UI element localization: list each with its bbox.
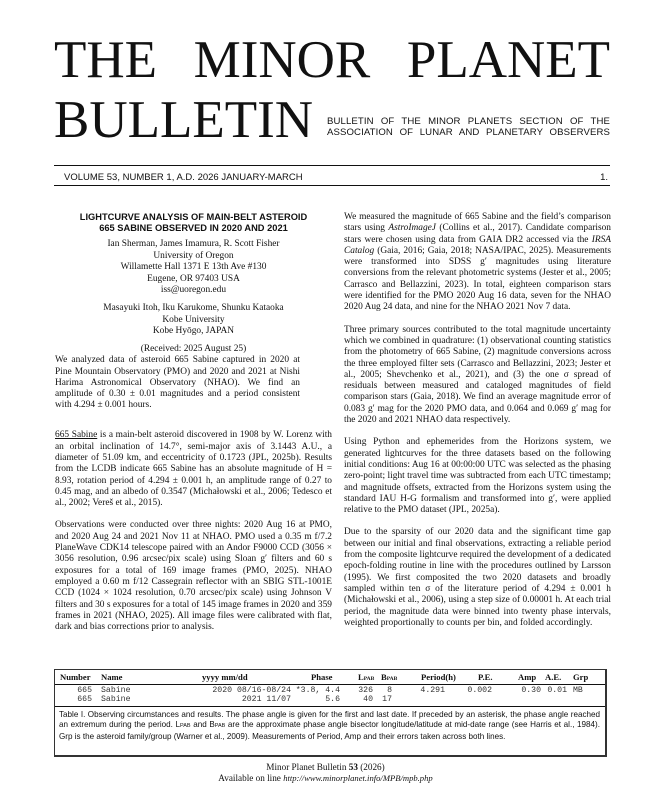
- cell-phase: *3.8, 4.4: [295, 686, 340, 695]
- received-date: (Received: 2025 August 25): [140, 343, 247, 354]
- software-name: AstroImageJ: [388, 223, 436, 234]
- col-pe: P.E.: [478, 672, 493, 682]
- paragraph-period-analysis: Due to the sparsity of our 2020 data and the significant time gap between our initial and final observations, extracting a reliable period from the composite lightcurve required the development of a dedicated epoch-folding routine in line with the procedures outlined by Larsson (1995). We first composited the two 2020 datasets and broadly sampled within ten σ of the literature period of 4.294 ± 0.001 h (Michałowski et al., 2006), using a step size of 0.00001 h. At each trial period, the magnitude data were binned into twenty phase intervals, weighted proportionally to counts per bin, and folded accordingly.: [344, 527, 611, 628]
- paragraph-observations: Observations were conducted over three nights: 2020 Aug 16 at PMO, and 2020 Aug 24 and 2021 Nov 11 at NHAO. PMO used a 0.35 m f/7.2 PlaneWave CDK14 telescope paired with an Andor F9000 CCD (3056 × 3056 resolution, 0.96 arcsec/pix scale) using Sloan g′ filters and 60 s exposures for a total of 169 image frames (PMO, 2025). NHAO employed a 0.60 m f/12 Cassegrain reflector with an SBIG STL-1001E CCD (1024 × 1024 resolution, 0.70 arcsec/pix scale) using Johnson V filters and 30 s exposures for a total of 145 image frames in 2020 and 359 frames in 2021 (NHAO, 2025). All image files were calibrated with flat, dark and bias corrections prior to analysis.: [55, 520, 332, 633]
- address-1a: Willamette Hall 1371 E 13th Ave #130: [120, 262, 267, 273]
- caption-subscript: PAB: [180, 723, 191, 730]
- paragraph-uncertainty: Three primary sources contributed to the total magnitude uncertainty which we combined in quadrature: (1) observational counting statistics from the photometry of 665 Sabine, (2) magnitude conversions across the three employed filter sets (Carrasco and Bellazzini, 2023; Jester et al., 2005; Shevchenko et al., 2021), and (3) the one σ spread of residuals between measured and cataloged magnitudes of field comparison stars (Gaia, 2018). We find an average magnitude error of 0.083 g′ mag for the 2020 PMO data, and 0.064 and 0.069 g′ mag for the 2020 and 2021 NHAO data respectively.: [344, 324, 611, 426]
- bpab-main: B: [381, 672, 387, 682]
- caption-subscript: PAB: [214, 723, 226, 730]
- col-name: Name: [101, 672, 123, 682]
- cell-lpab: 326: [358, 686, 373, 695]
- col-ae: A.E.: [545, 672, 562, 682]
- cell-bpab: 8: [387, 686, 392, 695]
- email-link[interactable]: iss@uoregon.edu: [160, 285, 227, 296]
- header-rule-bottom: [54, 185, 610, 186]
- catalog-name: IRSA Catalog: [344, 234, 611, 256]
- lpab-main: L: [358, 672, 364, 682]
- table-row: [55, 695, 605, 705]
- institution-2: Kobe University: [162, 314, 225, 325]
- cell-lpab: 40: [363, 695, 373, 704]
- left-column: [55, 212, 332, 633]
- masthead-word: THE: [54, 31, 158, 89]
- authors-2: Masayuki Itoh, Iku Karukome, Shunku Kataoka: [103, 302, 284, 313]
- footer-text: (2026): [357, 762, 385, 772]
- col-bpab: [381, 671, 397, 686]
- abstract: We analyzed data of asteroid 665 Sabine captured in 2020 at Pine Mountain Observatory (PMO) and 2020 and 2021 at Nishi Harima Astronomical Observatory (NHAO). We find an amplitude of 0.30 ± 0.01 magnitudes and a period consistent with 4.294 ± 0.001 hours.: [55, 355, 300, 411]
- paragraph-text: (Gaia, 2016; Gaia, 2018; NASA/IPAC, 2025). Measurements were transformed into SDSS g′ magnitudes using literature conversions from the relevant photometric systems (Jester et al., 2005; Carrasco and Bellazzini, 2023). In total, eighteen comparison stars were identified for the PMO 2020 Aug 16 data, seven for the NHAO 2020 Aug 24 data, and nine for the NHAO 2021 Nov 7 data.: [344, 245, 611, 313]
- caption-text: Table I. Observing circumstances and results. The phase angle is given for the first and last date. If preceded by an asterisk, the phase angle reached an extremum during the period. L: [59, 710, 600, 730]
- paragraph-text: is a main-belt asteroid discovered in 1908 by W. Lorenz with an orbital inclination of 14.7°, semi-major axis of 3.1443 A.U., a diameter of 51.09 km, and eccentricity of 0.1723 (JPL, 2025b). Results from the LCDB indicate 665 Sabine has an absolute magnitude of H = 8.93, rotation period of 4.294 ± 0.001 h, an amplitude range of 0.27 to 0.45 mag, and an albedo of 0.3547 (Michałowski et al., 2006; Tedesco et al., 2002; Vereš et al., 2015).: [55, 430, 332, 509]
- masthead-word: MINOR: [193, 31, 371, 89]
- footer-availability: [0, 772, 651, 784]
- cell-phase: 5.6: [325, 695, 340, 704]
- address-1b: Eugene, OR 97403 USA: [147, 273, 240, 284]
- cell-period: 4.291: [420, 686, 445, 695]
- header-rule-top: [54, 165, 610, 166]
- volume-text: VOLUME 53, NUMBER 1, A.D. 2026 JANUARY-MARCH: [64, 172, 303, 183]
- article-title: [55, 212, 332, 234]
- cell-grp: MB: [573, 686, 583, 695]
- paragraph-intro: [55, 430, 332, 509]
- col-period: Period(h): [421, 672, 456, 682]
- masthead-word: PLANET: [406, 31, 610, 89]
- footer-volume: 53: [348, 762, 358, 772]
- paragraph-text: (Collins et al., 2017). Candidate comparison stars were chosen using data from GAIA DR2 accessed via the: [344, 223, 611, 245]
- authors-1: Ian Sherman, James Imamura, R. Scott Fisher: [107, 239, 280, 249]
- cell-amp: 0.30: [521, 686, 541, 695]
- col-lpab: [358, 671, 374, 686]
- cell-ae: 0.01: [547, 686, 567, 695]
- sabine-link[interactable]: 665 Sabine: [55, 430, 98, 441]
- cell-date: 2020 08/16-08/24: [212, 686, 291, 695]
- cell-name: Sabine: [101, 686, 131, 695]
- col-phase: Phase: [311, 672, 333, 682]
- association-line: ASSOCIATION OF LUNAR AND PLANETARY OBSERVERS: [327, 127, 610, 138]
- col-number: Number: [60, 672, 91, 682]
- col-date: yyyy mm/dd: [202, 672, 248, 682]
- paragraph-text: We measured the magnitude of 665 Sabine and the field’s comparison stars using: [344, 212, 611, 234]
- lpab-sub: PAB: [363, 676, 375, 682]
- author-block: [55, 239, 332, 355]
- table-separator: [55, 706, 605, 707]
- footer-text: Available on line: [218, 773, 284, 783]
- paragraph-lightcurves: Using Python and ephemerides from the Horizons system, we generated lightcurves for the three datasets based on the following initial conditions: Aug 16 at 00:00:00 UTC was selected as the phasing zero-point; light travel time was subtracted from each UTC timestamp; and magnitude offsets, extracted from the Horizons system using the standard IAU H-G formalism and transformed into g′, were applied relative to the PMO dataset (JPL, 2025a).: [344, 437, 611, 516]
- page-number: 1.: [600, 172, 608, 183]
- caption-text: are the approximate phase angle bisector longitude/latitude at mid-date range (see Harris et al., 1984). Grp is the asteroid family/group (Warner et al., 2009). Measurements of Period, Amp and their errors taken across both lines.: [59, 720, 600, 741]
- article-title-line: 665 SABINE OBSERVED IN 2020 AND 2021: [99, 223, 288, 233]
- article-title-line: LIGHTCURVE ANALYSIS OF MAIN-BELT ASTEROID: [79, 212, 308, 222]
- col-amp: Amp: [518, 672, 537, 682]
- cell-pe: 0.002: [467, 686, 492, 695]
- table-caption: [59, 710, 600, 742]
- issue-line: [64, 172, 610, 183]
- institution-1: University of Oregon: [153, 250, 234, 261]
- cell-number: 665: [77, 695, 92, 704]
- paragraph-measurement: [344, 212, 611, 314]
- col-grp: Grp: [573, 672, 589, 682]
- association-text: [327, 116, 610, 138]
- results-table: [54, 669, 607, 757]
- cell-name: Sabine: [101, 695, 131, 704]
- footer-text: Minor Planet Bulletin: [266, 762, 349, 772]
- bpab-sub: PAB: [386, 676, 398, 682]
- association-line: BULLETIN OF THE MINOR PLANETS SECTION OF THE: [327, 116, 610, 127]
- table-header: [55, 671, 605, 685]
- cell-bpab: 17: [382, 695, 392, 704]
- footer-url-link[interactable]: http://www.minorplanet.info/MPB/mpb.php: [283, 773, 433, 783]
- address-2: Kobe Hyōgo, JAPAN: [152, 326, 235, 337]
- right-column: [344, 212, 611, 629]
- masthead-title: [54, 30, 610, 90]
- cell-date: 2021 11/07: [241, 695, 291, 704]
- caption-text: and B: [190, 720, 215, 730]
- masthead-title-line2: BULLETIN: [54, 91, 314, 149]
- cell-number: 665: [77, 686, 92, 695]
